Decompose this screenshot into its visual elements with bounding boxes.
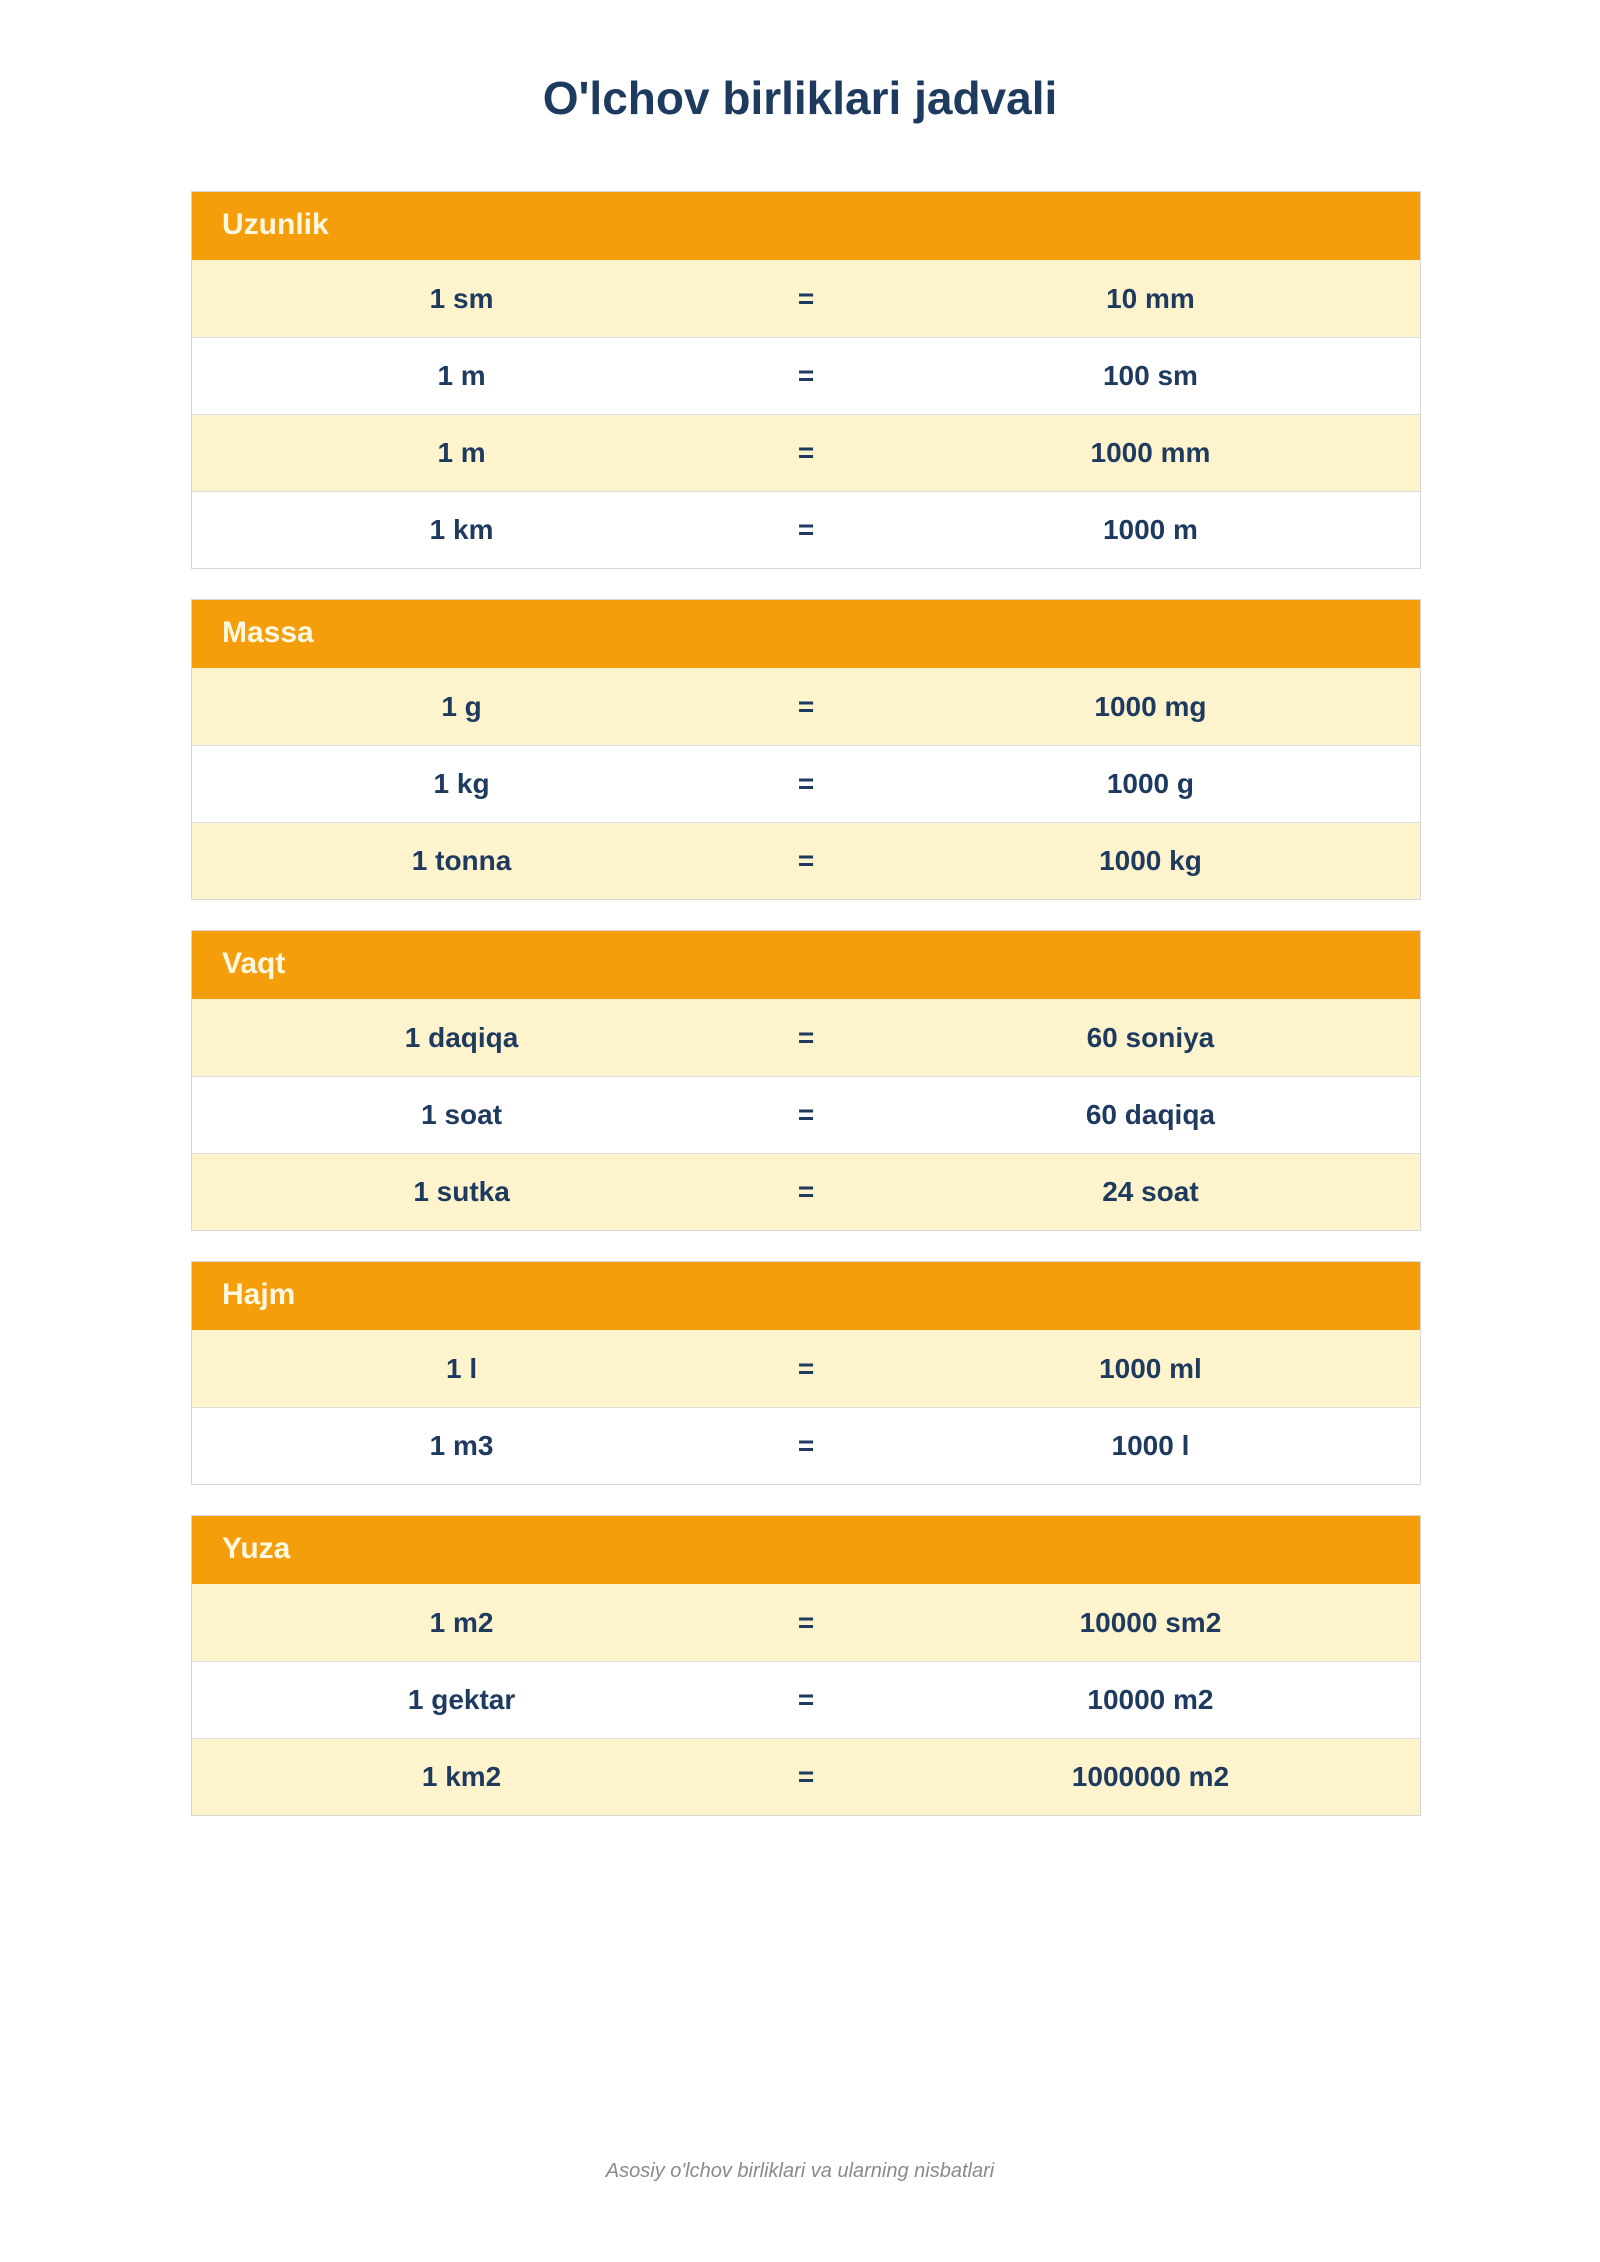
table-row xyxy=(192,1738,1420,1815)
table-row xyxy=(192,414,1420,491)
section-vaqt xyxy=(191,930,1421,1231)
unit-to: 24 soat xyxy=(1102,1176,1199,1207)
table-row xyxy=(192,745,1420,822)
unit-from: 1 km xyxy=(429,514,494,545)
unit-from: 1 g xyxy=(441,690,482,722)
table-row xyxy=(192,491,1420,568)
unit-to: 60 soniya xyxy=(1086,1021,1215,1053)
equals-sign: = xyxy=(797,1099,815,1130)
table-row xyxy=(192,1584,1420,1661)
equals-sign: = xyxy=(797,768,815,799)
unit-to: 100 sm xyxy=(1102,360,1198,391)
equals-sign: = xyxy=(797,282,815,314)
table-row xyxy=(192,668,1420,745)
equals-sign: = xyxy=(797,360,815,391)
section-uzunlik xyxy=(191,191,1421,569)
unit-to: 1000 l xyxy=(1111,1430,1190,1461)
table-row xyxy=(192,1661,1420,1738)
footer-note: Asosiy o'lchov birliklari va ularning nisbatlari xyxy=(605,2160,995,2182)
table-row xyxy=(192,822,1420,899)
equals-sign: = xyxy=(797,1761,815,1792)
section-yuza xyxy=(191,1515,1421,1816)
unit-to: 1000 kg xyxy=(1099,845,1202,876)
table-row xyxy=(192,1153,1420,1230)
equals-sign: = xyxy=(797,845,815,876)
table-row xyxy=(192,260,1420,337)
unit-from: 1 tonna xyxy=(411,845,512,876)
unit-to: 1000 mg xyxy=(1094,690,1207,722)
section-header: Massa xyxy=(192,600,1420,668)
unit-from: 1 l xyxy=(445,1352,478,1384)
unit-from: 1 gektar xyxy=(407,1684,516,1715)
unit-from: 1 km2 xyxy=(421,1761,502,1792)
unit-from: 1 m xyxy=(437,360,486,391)
unit-to: 10 mm xyxy=(1106,282,1195,314)
section-massa xyxy=(191,599,1421,900)
page-title: O'lchov birliklari jadvali xyxy=(542,72,1058,124)
unit-to: 10000 m2 xyxy=(1087,1684,1214,1715)
section-header: Yuza xyxy=(192,1516,1420,1584)
equals-sign: = xyxy=(797,514,815,545)
unit-from: 1 soat xyxy=(421,1099,503,1130)
table-row xyxy=(192,999,1420,1076)
unit-from: 1 m xyxy=(437,437,486,468)
unit-from: 1 kg xyxy=(433,768,490,799)
unit-from: 1 daqiqa xyxy=(404,1021,519,1053)
equals-sign: = xyxy=(797,1606,815,1638)
unit-to: 1000 mm xyxy=(1090,437,1211,468)
equals-sign: = xyxy=(797,690,815,722)
unit-from: 1 m2 xyxy=(429,1606,494,1638)
equals-sign: = xyxy=(797,1684,815,1715)
unit-from: 1 sutka xyxy=(413,1176,510,1207)
table-row xyxy=(192,1330,1420,1407)
conversion-tables xyxy=(191,191,1421,1846)
unit-from: 1 m3 xyxy=(429,1430,494,1461)
unit-to: 1000 m xyxy=(1102,514,1198,545)
unit-to: 60 daqiqa xyxy=(1085,1099,1216,1130)
section-header: Vaqt xyxy=(192,931,1420,999)
equals-sign: = xyxy=(797,1021,815,1053)
table-row xyxy=(192,337,1420,414)
unit-to: 1000 ml xyxy=(1099,1352,1202,1384)
table-row xyxy=(192,1407,1420,1484)
unit-to: 10000 sm2 xyxy=(1079,1606,1222,1638)
equals-sign: = xyxy=(797,437,815,468)
unit-to: 1000 g xyxy=(1106,768,1195,799)
section-header: Hajm xyxy=(192,1262,1420,1330)
equals-sign: = xyxy=(797,1352,815,1384)
equals-sign: = xyxy=(797,1176,815,1207)
unit-from: 1 sm xyxy=(429,282,494,314)
unit-to: 1000000 m2 xyxy=(1071,1761,1230,1792)
table-row xyxy=(192,1076,1420,1153)
section-hajm xyxy=(191,1261,1421,1485)
section-header: Uzunlik xyxy=(192,192,1420,260)
equals-sign: = xyxy=(797,1430,815,1461)
